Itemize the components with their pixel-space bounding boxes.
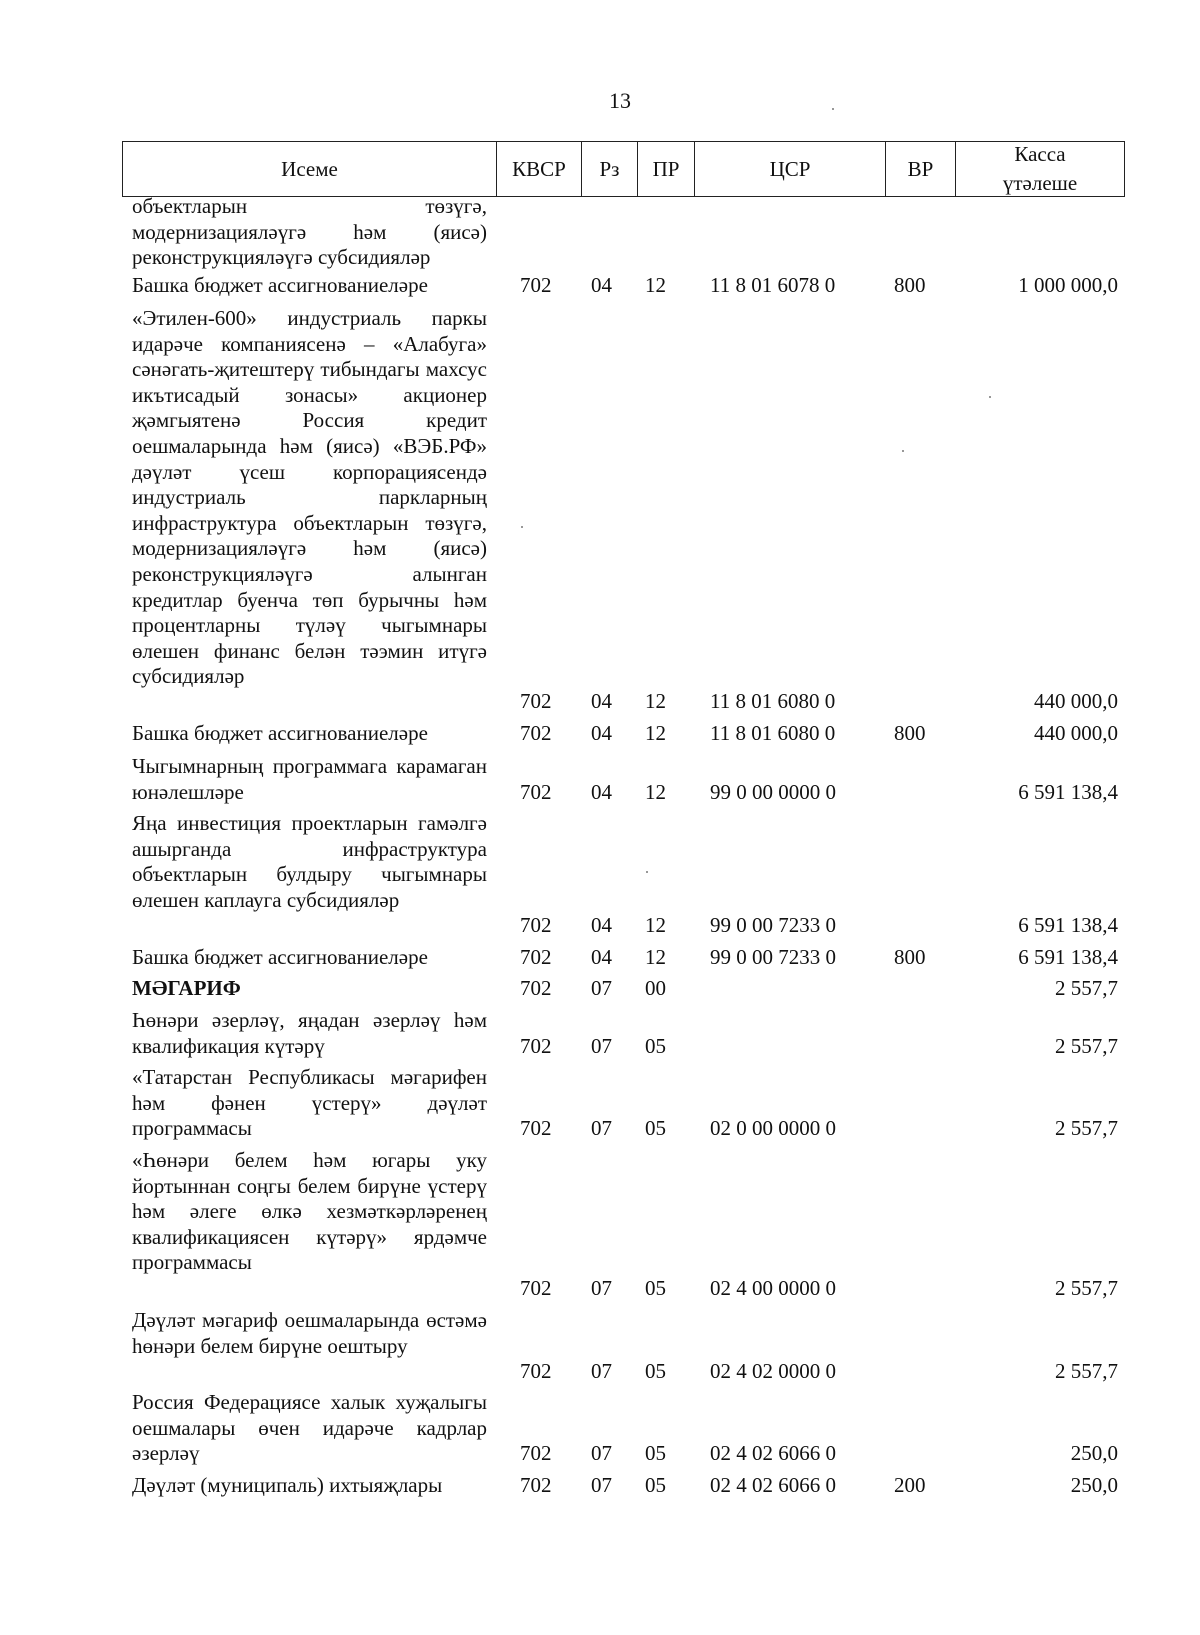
row-kassa: 1 000 000,0 [1018,273,1118,298]
row-pr: 12 [645,913,666,938]
row-rz: 04 [591,945,612,970]
row-name: Чыгымнарның программага карамаган юнәлешләре [132,754,487,804]
row-kvsr: 702 [520,1276,552,1301]
row-name: Башка бюджет ассигнованиеләре [132,721,428,745]
row-kassa: 250,0 [1070,1473,1118,1498]
row-name: Башка бюджет ассигнованиеләре [132,945,428,969]
row-name: Россия Федерациясе халык хуҗалыгы оешмалары өчен идарәче кадрлар әзерләү [132,1390,487,1466]
row-csr: 99 0 00 0000 0 [710,780,836,805]
table-row [0,1065,1200,1142]
row-pr: 12 [645,273,666,298]
row-kassa: 6 591 138,4 [1018,913,1118,938]
row-name: МӘГАРИФ [132,976,241,1000]
table-row [0,811,1200,939]
row-kvsr: 702 [520,1441,552,1466]
row-kassa: 440 000,0 [1034,721,1118,746]
row-pr: 05 [645,1441,666,1466]
table-row [0,1390,1200,1467]
row-rz: 07 [591,1473,612,1498]
row-vr: 800 [894,945,926,970]
row-vr: 800 [894,273,926,298]
table-row [0,754,1200,806]
row-rz: 07 [591,1359,612,1384]
header-rz: Рз [582,142,638,196]
header-pr: ПР [638,142,695,196]
row-pr: 00 [645,976,666,1001]
row-kvsr: 702 [520,945,552,970]
row-pr: 12 [645,689,666,714]
row-kvsr: 702 [520,1473,552,1498]
row-kassa: 250,0 [1070,1441,1118,1466]
row-kvsr: 702 [520,976,552,1001]
row-csr: 02 4 02 0000 0 [710,1359,836,1384]
row-kvsr: 702 [520,1034,552,1059]
row-kvsr: 702 [520,1116,552,1141]
row-rz: 04 [591,721,612,746]
row-kassa: 2 557,7 [1055,1116,1118,1141]
page-number: 13 [609,88,631,113]
scan-speck [521,526,523,528]
row-rz: 07 [591,1034,612,1059]
row-kassa: 2 557,7 [1055,1276,1118,1301]
row-rz: 07 [591,1276,612,1301]
row-name: «Татарстан Республикасы мәгарифен һәм фәнен үстерү» дәүләт программасы [132,1065,487,1141]
table-row [0,306,1200,715]
row-pr: 05 [645,1034,666,1059]
row-kassa: 6 591 138,4 [1018,945,1118,970]
row-csr: 99 0 00 7233 0 [710,913,836,938]
table-row [0,194,1200,271]
header-vr: ВР [886,142,956,196]
header-name: Исеме [123,142,497,196]
row-csr: 02 4 02 6066 0 [710,1441,836,1466]
row-csr: 11 8 01 6080 0 [710,721,836,746]
scan-speck [832,108,834,110]
header-kassa [956,142,1124,196]
row-name: Дәүләт (муниципаль) ихтыяҗлары [132,1473,443,1497]
row-vr: 200 [894,1473,926,1498]
row-rz: 04 [591,913,612,938]
row-kvsr: 702 [520,689,552,714]
header-kassa-line2: үтәлеше [1002,171,1078,195]
row-kassa: 440 000,0 [1034,689,1118,714]
row-kvsr: 702 [520,780,552,805]
row-pr: 05 [645,1116,666,1141]
row-pr: 12 [645,780,666,805]
table-row [0,1008,1200,1060]
row-kvsr: 702 [520,721,552,746]
row-name: «Этилен-600» индустриаль паркы идарәче компаниясенә – «Алабуга» сәнәгать-җитештерү тибындагы махсус икътисадый зонасы» акционер җәмгыятенә Россия кредит оешмаларында һәм (яисә) «ВЭБ.РФ» дәүләт үсеш корпорациясендә индустриаль паркларның инфраструктура объектларын төзүгә, модернизацияләүгә һәм (яисә) реконструкцияләүгә алынган кредитлар буенча төп бурычны һәм процентларны түләү чыгымнары өлешен финанс белән тәэмин итүгә субсидияләр [132,306,487,689]
row-rz: 04 [591,689,612,714]
table-row [0,945,1200,971]
header-csr: ЦСР [695,142,886,196]
header-kassa-line1: Касса [1014,142,1066,166]
row-kassa: 2 557,7 [1055,976,1118,1001]
row-csr: 99 0 00 7233 0 [710,945,836,970]
row-name: «Һөнәри белем һәм югары уку йортыннан соңгы белем бирүне үстерү һәм әлеге өлкә хезмәткәрләренең квалификациясен күтәрү» ярдәмче программасы [132,1148,487,1275]
row-name: Яңа инвестиция проектларын гамәлгә ашырганда инфраструктура объектларын булдыру чыгымнары өлешен каплауга субсидияләр [132,811,487,912]
row-name: Дәүләт мәгариф оешмаларында өстәмә һөнәри белем бирүне оештыру [132,1308,487,1358]
row-kassa: 2 557,7 [1055,1034,1118,1059]
row-name: Һөнәри әзерләү, яңадан әзерләү һәм квалификация күтәрү [132,1008,487,1058]
header-kvsr: КВСР [497,142,582,196]
row-pr: 05 [645,1359,666,1384]
row-csr: 02 0 00 0000 0 [710,1116,836,1141]
row-kvsr: 702 [520,273,552,298]
table-row [0,1148,1200,1302]
row-kvsr: 702 [520,1359,552,1384]
row-csr: 02 4 00 0000 0 [710,1276,836,1301]
table-row [0,976,1200,1002]
row-name: Башка бюджет ассигнованиеләре [132,273,428,297]
row-name: объектларын төзүгә, модернизацияләүгә һәм (яисә) реконструкцияләүгә субсидияләр [132,194,487,270]
table-row [0,1308,1200,1385]
row-pr: 12 [645,721,666,746]
row-csr: 11 8 01 6080 0 [710,689,836,714]
scan-speck [902,450,904,452]
row-rz: 04 [591,273,612,298]
row-kassa: 6 591 138,4 [1018,780,1118,805]
row-rz: 07 [591,976,612,1001]
row-pr: 05 [645,1276,666,1301]
row-rz: 07 [591,1441,612,1466]
table-row [0,1473,1200,1499]
table-header [122,141,1125,197]
row-rz: 04 [591,780,612,805]
row-vr: 800 [894,721,926,746]
scan-speck [989,396,991,398]
row-csr: 02 4 02 6066 0 [710,1473,836,1498]
row-kassa: 2 557,7 [1055,1359,1118,1384]
row-rz: 07 [591,1116,612,1141]
table-row [0,273,1200,299]
scan-speck [646,871,648,873]
row-pr: 12 [645,945,666,970]
table-row [0,721,1200,747]
row-csr: 11 8 01 6078 0 [710,273,836,298]
row-kvsr: 702 [520,913,552,938]
row-pr: 05 [645,1473,666,1498]
